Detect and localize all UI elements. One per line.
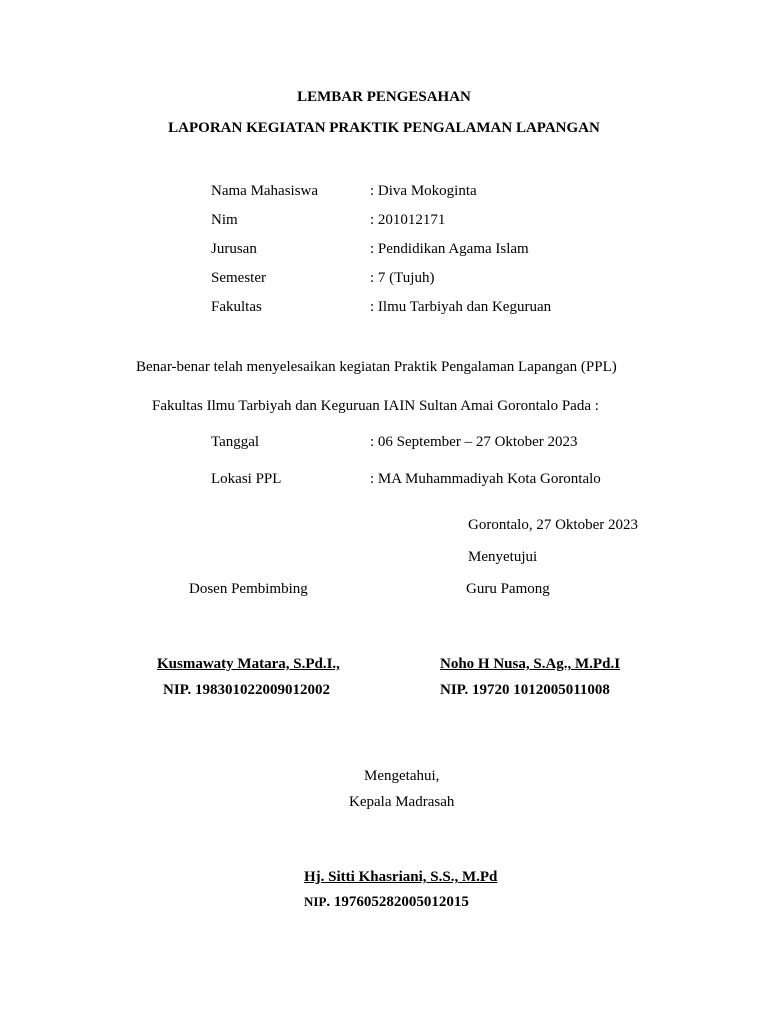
student-faculty-label: Fakultas xyxy=(211,299,262,315)
student-major-label: Jurusan xyxy=(211,241,257,257)
acknowledge-text: Mengetahui, xyxy=(364,768,440,784)
head-nip-prefix: NIP xyxy=(304,894,327,909)
student-semester-value: : 7 (Tujuh) xyxy=(370,270,435,286)
left-signatory-nip: NIP. 198301022009012002 xyxy=(163,682,330,698)
ppl-date-value: : 06 September – 27 Oktober 2023 xyxy=(370,434,578,450)
ppl-date-label: Tanggal xyxy=(211,434,260,450)
student-semester-label: Semester xyxy=(211,270,266,286)
document-title: LEMBAR PENGESAHAN xyxy=(297,89,471,105)
right-signatory-name: Noho H Nusa, S.Ag., M.Pd.I xyxy=(440,656,621,672)
student-name-label: Nama Mahasiswa xyxy=(211,183,319,199)
left-signatory-name: Kusmawaty Matara, S.Pd.I., xyxy=(157,656,340,672)
approval-text: Menyetujui xyxy=(468,549,538,565)
statement-line-1: Benar-benar telah menyelesaikan kegiatan Praktik Pengalaman Lapangan (PPL) xyxy=(136,359,617,375)
head-nip-number: . 197605282005012015 xyxy=(326,894,469,910)
place-date: Gorontalo, 27 Oktober 2023 xyxy=(468,517,638,533)
head-nip xyxy=(304,893,469,911)
student-faculty-value: : Ilmu Tarbiyah dan Keguruan xyxy=(370,299,552,315)
student-nim-value: : 201012171 xyxy=(370,212,446,228)
left-signatory-role: Dosen Pembimbing xyxy=(189,581,308,597)
right-signatory-role: Guru Pamong xyxy=(466,581,550,597)
head-name: Hj. Sitti Khasriani, S.S., M.Pd xyxy=(304,869,498,885)
head-role: Kepala Madrasah xyxy=(349,794,455,810)
student-major-value: : Pendidikan Agama Islam xyxy=(370,241,529,257)
right-signatory-nip: NIP. 19720 1012005011008 xyxy=(440,682,610,698)
student-nim-label: Nim xyxy=(211,212,238,228)
ppl-location-value: : MA Muhammadiyah Kota Gorontalo xyxy=(370,471,601,487)
ppl-location-label: Lokasi PPL xyxy=(211,471,282,487)
student-name-value: : Diva Mokoginta xyxy=(370,183,477,199)
statement-line-2: Fakultas Ilmu Tarbiyah dan Keguruan IAIN Sultan Amai Gorontalo Pada : xyxy=(152,398,599,414)
document-subtitle: LAPORAN KEGIATAN PRAKTIK PENGALAMAN LAPANGAN xyxy=(168,120,600,136)
